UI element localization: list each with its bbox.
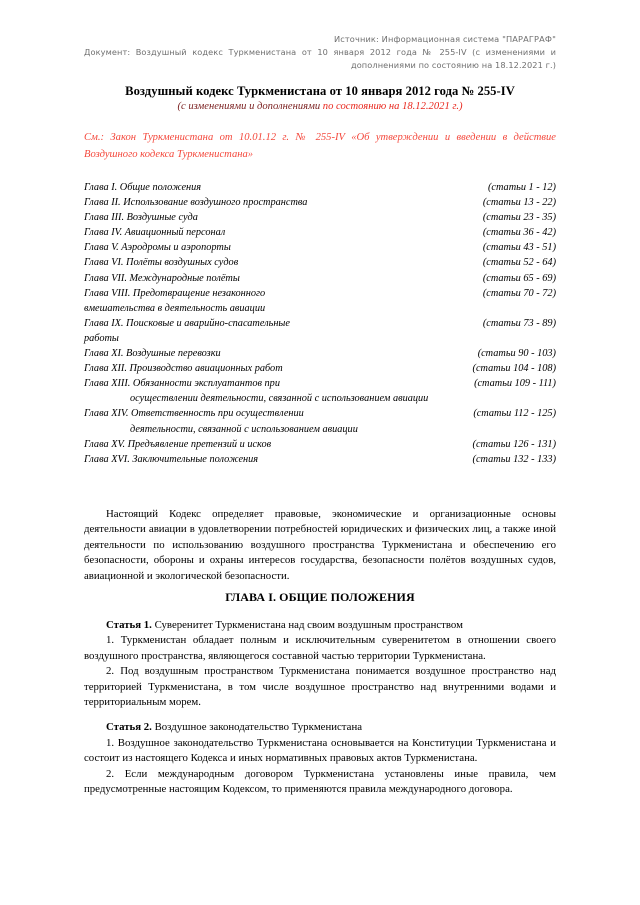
toc-row[interactable]	[84, 271, 556, 286]
toc-chapter-label[interactable]: Глава XII. Производство авиационных работ	[84, 363, 283, 375]
toc-row[interactable]	[84, 376, 556, 391]
article-clause: 2. Если международным договором Туркменистана установлены иные правила, чем предусмотренные настоящим Кодексом, то применяются правила международного договора.	[84, 767, 556, 796]
document-reference-line: Документ: Воздушный кодекс Туркменистана от 10 января 2012 года № 255-IV (с изменениями и дополнениями по состоянию на 18.12.2021 г.)	[84, 47, 556, 71]
toc-chapter-label-continuation[interactable]: осуществлении деятельности, связанной с использованием авиации	[130, 393, 429, 405]
toc-chapter-label-continuation[interactable]: работы	[84, 332, 119, 344]
source-line: Источник: Информационная система "ПАРАГРАФ"	[333, 34, 556, 44]
article	[84, 618, 556, 710]
toc-row[interactable]	[84, 286, 556, 301]
article-title-text: Суверенитет Туркменистана над своим воздушным пространством	[151, 619, 463, 631]
article-clause: 1. Туркменистан обладает полным и исключительным суверенитетом в отношении своего воздушного пространства, являющегося составной частью территории Туркменистана.	[84, 634, 556, 662]
see-also-label: См.:	[84, 132, 111, 143]
article-title	[84, 720, 556, 735]
toc-row[interactable]	[84, 240, 556, 255]
article-clause: 1. Воздушное законодательство Туркменистана основывается на Конституции Туркменистана и состоит из настоящего Кодекса и иных нормативных правовых актов Туркменистана.	[84, 736, 556, 765]
toc-chapter-label[interactable]: Глава XVI. Заключительные положения	[84, 453, 259, 465]
toc-article-range: (статьи 13 - 22)	[482, 197, 556, 209]
toc-row[interactable]	[84, 316, 556, 331]
subtitle-highlight: по состоянию на 18.12.2021 г.)	[322, 101, 463, 112]
articles-section	[84, 618, 556, 807]
toc-row[interactable]	[84, 452, 556, 467]
article-title	[84, 618, 556, 633]
toc-row[interactable]	[84, 255, 556, 270]
toc-article-range: (статьи 65 - 69)	[482, 272, 556, 284]
toc-row[interactable]	[84, 195, 556, 210]
toc-row[interactable]	[84, 437, 556, 452]
see-also-link[interactable]: Закон Туркменистана от 10.01.12 г. № 255-IV «Об утверждении и введении в действие Воздушного кодекса Туркменистана»	[84, 132, 556, 160]
toc-chapter-label[interactable]: Глава I. Общие положения	[84, 182, 202, 193]
toc-chapter-label[interactable]: Глава III. Воздушные суда	[84, 212, 198, 224]
toc-chapter-label[interactable]: Глава VII. Международные полёты	[84, 272, 240, 284]
toc-article-range: (статьи 70 - 72)	[482, 287, 556, 299]
toc-article-range: (статьи 104 - 108)	[472, 363, 556, 375]
toc-row[interactable]	[84, 406, 556, 421]
table-of-contents	[84, 180, 556, 467]
subtitle-prefix: (с изменениями и дополнениями	[177, 101, 323, 112]
page-title: Воздушный кодекс Туркменистана от 10 января 2012 года № 255-IV	[125, 84, 515, 98]
toc-article-range: (статьи 23 - 35)	[482, 212, 556, 224]
toc-chapter-label[interactable]: Глава II. Использование воздушного пространства	[84, 197, 308, 209]
toc-chapter-label[interactable]: Глава IV. Авиационный персонал	[84, 227, 226, 239]
toc-article-range: (статьи 73 - 89)	[482, 317, 556, 329]
toc-article-range: (статьи 90 - 103)	[477, 348, 556, 360]
toc-row[interactable]	[84, 346, 556, 361]
toc-article-range: (статьи 36 - 42)	[482, 227, 556, 239]
article-clause: 2. Под воздушным пространством Туркменистана понимается воздушное пространство над территорией Туркменистана, в том числе воздушное пространство над внутренними водами и территориальным морем.	[84, 665, 556, 709]
chapter-heading: ГЛАВА I. ОБЩИЕ ПОЛОЖЕНИЯ	[225, 590, 415, 604]
toc-article-range: (статьи 132 - 133)	[472, 453, 556, 465]
toc-article-range: (статьи 112 - 125)	[473, 408, 556, 420]
toc-article-range: (статьи 1 - 12)	[487, 182, 556, 193]
toc-article-range: (статьи 109 - 111)	[474, 378, 556, 390]
toc-chapter-label[interactable]: Глава XI. Воздушные перевозки	[84, 348, 221, 360]
toc-chapter-label[interactable]: Глава XIV. Ответственность при осуществлении	[84, 408, 304, 420]
toc-chapter-label[interactable]: Глава VI. Полёты воздушных судов	[84, 257, 239, 269]
toc-row[interactable]	[84, 180, 556, 195]
see-also-reference[interactable]	[84, 130, 556, 163]
article-number: Статья 1.	[106, 619, 152, 631]
title-subtitle	[84, 99, 556, 115]
article-title-text: Воздушное законодательство Туркменистана	[151, 721, 363, 734]
toc-article-range: (статьи 43 - 51)	[482, 242, 556, 254]
title-block	[84, 83, 556, 115]
article	[84, 720, 556, 797]
toc-chapter-label[interactable]: Глава XIII. Обязанности эксплуатантов при	[84, 378, 280, 390]
toc-chapter-label-continuation[interactable]: деятельности, связанной с использованием авиации	[130, 423, 358, 435]
toc-chapter-label-continuation[interactable]: вмешательства в деятельность авиации	[84, 302, 266, 314]
toc-row[interactable]	[84, 361, 556, 376]
toc-article-range: (статьи 52 - 64)	[482, 257, 556, 269]
toc-chapter-label[interactable]: Глава V. Аэродромы и аэропорты	[84, 242, 231, 254]
article-number: Статья 2.	[106, 721, 152, 734]
intro-paragraph: Настоящий Кодекс определяет правовые, экономические и организационные основы деятельности авиации в удовлетворении потребностей юридических и физических лиц, а также иной деятельности по использованию воздушного пространства Туркменистана и обеспечению его безопасности, обороны и охраны интересов государства, безопасности полётов воздушных судов, авиационной и экологической безопасности.	[84, 508, 556, 582]
toc-chapter-label[interactable]: Глава IX. Поисковые и аварийно-спасательные	[84, 317, 290, 329]
toc-article-range: (статьи 126 - 131)	[472, 438, 556, 450]
toc-row[interactable]	[84, 225, 556, 240]
toc-chapter-label[interactable]: Глава XV. Предъявление претензий и исков	[84, 438, 272, 450]
document-header	[84, 33, 556, 73]
toc-row[interactable]	[84, 210, 556, 225]
toc-chapter-label[interactable]: Глава VIII. Предотвращение незаконного	[84, 287, 266, 299]
